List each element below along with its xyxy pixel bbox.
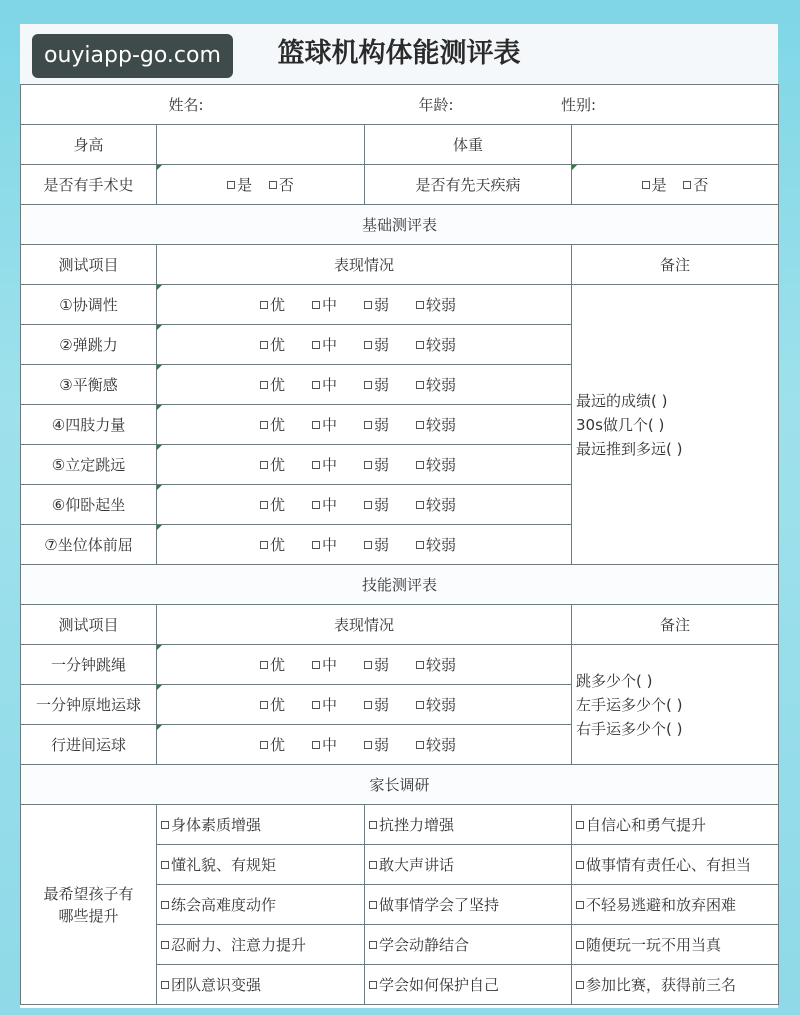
rating-label: 较弱 — [426, 376, 457, 394]
rating-checkbox-1[interactable] — [312, 334, 364, 355]
checkbox-icon — [260, 421, 268, 429]
rating-options — [157, 285, 572, 325]
parent-option-row — [21, 805, 779, 845]
basic-test-item: ③平衡感 — [21, 365, 157, 405]
rating-options — [157, 645, 572, 685]
congenital-yes-checkbox[interactable]: 是 — [642, 176, 667, 194]
height-field[interactable] — [157, 125, 365, 165]
rating-checkbox-3[interactable] — [416, 294, 468, 315]
rating-checkbox-0[interactable] — [260, 454, 312, 475]
rating-checkbox-2[interactable] — [364, 294, 416, 315]
checkbox-icon — [260, 461, 268, 469]
checkbox-icon — [312, 701, 320, 709]
rating-checkbox-1[interactable] — [312, 494, 364, 515]
rating-checkbox-3[interactable] — [416, 414, 468, 435]
parent-option-label: 做事情学会了坚持 — [379, 896, 500, 914]
rating-group — [260, 334, 468, 355]
checkbox-icon — [416, 501, 424, 509]
basic-test-item: ⑥仰卧起坐 — [21, 485, 157, 525]
parent-option-label: 不轻易逃避和放弃困难 — [586, 896, 737, 914]
parent-option[interactable] — [572, 805, 779, 845]
parent-option-label: 懂礼貌、有规矩 — [171, 856, 277, 874]
parent-option[interactable] — [157, 965, 365, 1005]
rating-label: 优 — [270, 736, 286, 754]
parent-option-label: 自信心和勇气提升 — [586, 816, 707, 834]
surgery-choice — [157, 165, 365, 205]
checkbox-icon — [312, 661, 320, 669]
basic-test-item: ④四肢力量 — [21, 405, 157, 445]
rating-label: 弱 — [374, 536, 390, 554]
rating-group — [260, 694, 468, 715]
rating-options — [157, 685, 572, 725]
parent-question: 最希望孩子有哪些提升 — [21, 805, 157, 1005]
rating-options — [157, 485, 572, 525]
parent-option[interactable] — [157, 885, 365, 925]
rating-label: 较弱 — [426, 456, 457, 474]
checkbox-icon — [161, 981, 169, 989]
rating-checkbox-1[interactable] — [312, 374, 364, 395]
rating-label: 优 — [270, 376, 286, 394]
surgery-yes-checkbox[interactable]: 是 — [227, 176, 252, 194]
parent-option-label: 抗挫力增强 — [379, 816, 455, 834]
checkbox-icon — [364, 501, 372, 509]
weight-label: 体重 — [365, 125, 572, 165]
rating-label: 中 — [322, 496, 338, 514]
rating-label: 中 — [322, 696, 338, 714]
rating-label: 弱 — [374, 296, 390, 314]
rating-checkbox-0[interactable] — [260, 494, 312, 515]
skill-test-row — [21, 645, 779, 685]
rating-group — [260, 374, 468, 395]
checkbox-icon — [161, 901, 169, 909]
checkbox-icon — [416, 301, 424, 309]
height-weight-row — [21, 125, 779, 165]
checkbox-icon — [369, 981, 377, 989]
basic-test-item: ⑤立定跳远 — [21, 445, 157, 485]
checkbox-icon — [416, 661, 424, 669]
checkbox-icon — [364, 661, 372, 669]
parent-option[interactable] — [365, 965, 572, 1005]
checkbox-icon — [369, 861, 377, 869]
parent-option[interactable] — [572, 925, 779, 965]
rating-label: 弱 — [374, 336, 390, 354]
rating-checkbox-3[interactable] — [416, 654, 468, 675]
weight-field[interactable] — [572, 125, 779, 165]
medical-history-row — [21, 165, 779, 205]
rating-checkbox-0[interactable] — [260, 654, 312, 675]
rating-label: 中 — [322, 336, 338, 354]
note-line: 最远的成绩( ) — [576, 391, 668, 410]
parent-option[interactable] — [572, 845, 779, 885]
assessment-sheet — [20, 24, 778, 1008]
rating-checkbox-3[interactable] — [416, 454, 468, 475]
checkbox-icon — [416, 701, 424, 709]
skill-col-note: 备注 — [572, 605, 779, 645]
rating-group — [260, 494, 468, 515]
basic-test-item: ⑦坐位体前屈 — [21, 525, 157, 565]
basic-test-row — [21, 285, 779, 325]
rating-checkbox-1[interactable] — [312, 454, 364, 475]
rating-checkbox-2[interactable] — [364, 374, 416, 395]
rating-label: 较弱 — [426, 536, 457, 554]
rating-checkbox-0[interactable] — [260, 414, 312, 435]
parent-option[interactable] — [365, 845, 572, 885]
rating-label: 弱 — [374, 736, 390, 754]
rating-label: 较弱 — [426, 416, 457, 434]
checkbox-icon — [312, 501, 320, 509]
watermark: ouyiapp-go.com — [32, 34, 233, 78]
parent-section-header — [21, 765, 779, 805]
rating-group — [260, 454, 468, 475]
skill-notes — [572, 645, 779, 765]
height-label: 身高 — [21, 125, 157, 165]
rating-checkbox-2[interactable] — [364, 654, 416, 675]
rating-options — [157, 525, 572, 565]
parent-option-label: 练会高难度动作 — [171, 896, 277, 914]
rating-checkbox-3[interactable] — [416, 694, 468, 715]
checkbox-icon — [364, 741, 372, 749]
parent-option-label: 学会如何保护自己 — [379, 976, 500, 994]
note-line: 30s做几个( ) — [576, 415, 665, 434]
rating-label: 较弱 — [426, 656, 457, 674]
assessment-table — [20, 84, 779, 1005]
checkbox-icon — [576, 821, 584, 829]
rating-label: 较弱 — [426, 696, 457, 714]
rating-checkbox-0[interactable] — [260, 534, 312, 555]
parent-option[interactable] — [365, 925, 572, 965]
rating-label: 弱 — [374, 456, 390, 474]
rating-label: 优 — [270, 416, 286, 434]
rating-checkbox-0[interactable] — [260, 374, 312, 395]
note-line: 左手运多少个( ) — [576, 695, 683, 714]
rating-checkbox-2[interactable] — [364, 334, 416, 355]
checkbox-icon — [369, 821, 377, 829]
checkbox-icon — [364, 541, 372, 549]
checkbox-icon — [576, 941, 584, 949]
rating-group — [260, 294, 468, 315]
rating-label: 中 — [322, 736, 338, 754]
checkbox-icon — [260, 541, 268, 549]
rating-checkbox-2[interactable] — [364, 454, 416, 475]
skill-test-item: 一分钟跳绳 — [21, 645, 157, 685]
checkbox-icon — [576, 901, 584, 909]
rating-checkbox-2[interactable] — [364, 534, 416, 555]
rating-group — [260, 414, 468, 435]
checkbox-icon — [416, 461, 424, 469]
gender-label: 性别: — [561, 96, 597, 114]
skill-column-headers — [21, 605, 779, 645]
parent-option-label: 参加比赛，获得前三名 — [586, 976, 737, 994]
skill-col-performance: 表现情况 — [157, 605, 572, 645]
rating-options — [157, 445, 572, 485]
congenital-label: 是否有先天疾病 — [365, 165, 572, 205]
parent-option-label: 敢大声讲话 — [379, 856, 455, 874]
checkbox-icon — [260, 741, 268, 749]
rating-checkbox-1[interactable] — [312, 414, 364, 435]
rating-checkbox-3[interactable] — [416, 374, 468, 395]
note-line: 最远推到多远( ) — [576, 439, 683, 458]
rating-label: 中 — [322, 656, 338, 674]
skill-test-item: 一分钟原地运球 — [21, 685, 157, 725]
checkbox-icon — [260, 341, 268, 349]
checkbox-icon — [576, 981, 584, 989]
rating-options — [157, 325, 572, 365]
rating-checkbox-0[interactable] — [260, 694, 312, 715]
rating-label: 优 — [270, 456, 286, 474]
checkbox-icon — [161, 861, 169, 869]
rating-options — [157, 365, 572, 405]
skill-section-header — [21, 565, 779, 605]
rating-label: 弱 — [374, 656, 390, 674]
rating-checkbox-3[interactable] — [416, 534, 468, 555]
congenital-choice — [572, 165, 779, 205]
rating-label: 优 — [270, 296, 286, 314]
rating-label: 优 — [270, 696, 286, 714]
basic-test-item: ①协调性 — [21, 285, 157, 325]
rating-label: 中 — [322, 536, 338, 554]
rating-checkbox-2[interactable] — [364, 494, 416, 515]
rating-checkbox-1[interactable] — [312, 694, 364, 715]
rating-group — [260, 534, 468, 555]
name-label: 姓名: — [168, 96, 204, 114]
parent-option-label: 忍耐力、注意力提升 — [171, 936, 307, 954]
parent-option[interactable] — [572, 965, 779, 1005]
congenital-no-checkbox[interactable]: 否 — [683, 176, 708, 194]
checkbox-icon — [364, 461, 372, 469]
basic-col-performance: 表现情况 — [157, 245, 572, 285]
basic-notes — [572, 285, 779, 565]
rating-label: 中 — [322, 416, 338, 434]
rating-checkbox-2[interactable] — [364, 694, 416, 715]
checkbox-icon — [364, 301, 372, 309]
rating-group — [260, 654, 468, 675]
rating-checkbox-3[interactable] — [416, 494, 468, 515]
rating-checkbox-0[interactable] — [260, 334, 312, 355]
note-line: 跳多少个( ) — [576, 671, 653, 690]
checkbox-icon — [312, 541, 320, 549]
parent-option[interactable] — [157, 805, 365, 845]
surgery-no-checkbox[interactable]: 否 — [269, 176, 294, 194]
checkbox-icon — [312, 381, 320, 389]
checkbox-icon — [369, 941, 377, 949]
checkbox-icon — [364, 701, 372, 709]
rating-options — [157, 725, 572, 765]
parent-section-title: 家长调研 — [21, 765, 779, 805]
basic-test-item: ②弹跳力 — [21, 325, 157, 365]
checkbox-icon — [260, 661, 268, 669]
rating-label: 弱 — [374, 696, 390, 714]
checkbox-icon — [576, 861, 584, 869]
checkbox-icon — [260, 381, 268, 389]
rating-checkbox-3[interactable] — [416, 334, 468, 355]
basic-col-item: 测试项目 — [21, 245, 157, 285]
checkbox-icon — [260, 501, 268, 509]
checkbox-icon — [312, 461, 320, 469]
rating-checkbox-0[interactable] — [260, 294, 312, 315]
checkbox-icon — [416, 341, 424, 349]
parent-option-label: 做事情有责任心、有担当 — [586, 856, 752, 874]
rating-checkbox-2[interactable] — [364, 734, 416, 755]
parent-option-label: 学会动静结合 — [379, 936, 470, 954]
rating-label: 优 — [270, 496, 286, 514]
parent-option[interactable] — [572, 885, 779, 925]
rating-checkbox-2[interactable] — [364, 414, 416, 435]
skill-col-item: 测试项目 — [21, 605, 157, 645]
checkbox-icon — [312, 341, 320, 349]
checkbox-icon — [161, 821, 169, 829]
note-line: 右手运多少个( ) — [576, 719, 683, 738]
rating-checkbox-1[interactable] — [312, 294, 364, 315]
rating-group — [260, 734, 468, 755]
basic-column-headers — [21, 245, 779, 285]
basic-col-note: 备注 — [572, 245, 779, 285]
skill-section-title: 技能测评表 — [21, 565, 779, 605]
page-title: 篮球机构体能测评表 — [20, 24, 778, 84]
rating-label: 中 — [322, 456, 338, 474]
checkbox-icon — [369, 901, 377, 909]
checkbox-icon — [416, 741, 424, 749]
rating-label: 较弱 — [426, 296, 457, 314]
checkbox-icon — [312, 421, 320, 429]
parent-option[interactable] — [157, 845, 365, 885]
parent-option[interactable] — [157, 925, 365, 965]
checkbox-icon — [364, 341, 372, 349]
rating-label: 较弱 — [426, 736, 457, 754]
rating-options — [157, 405, 572, 445]
checkbox-icon — [416, 541, 424, 549]
checkbox-icon — [416, 421, 424, 429]
skill-test-item: 行进间运球 — [21, 725, 157, 765]
checkbox-icon — [161, 941, 169, 949]
parent-option-label: 身体素质增强 — [171, 816, 262, 834]
rating-label: 中 — [322, 296, 338, 314]
rating-checkbox-1[interactable] — [312, 534, 364, 555]
parent-option-label: 随便玩一玩不用当真 — [586, 936, 722, 954]
parent-option[interactable] — [365, 805, 572, 845]
checkbox-icon — [260, 301, 268, 309]
rating-checkbox-3[interactable] — [416, 734, 468, 755]
checkbox-icon — [312, 301, 320, 309]
checkbox-icon — [416, 381, 424, 389]
parent-option[interactable] — [365, 885, 572, 925]
rating-label: 较弱 — [426, 336, 457, 354]
basic-section-title: 基础测评表 — [21, 205, 779, 245]
age-label: 年龄: — [418, 96, 454, 114]
rating-label: 弱 — [374, 496, 390, 514]
rating-label: 优 — [270, 336, 286, 354]
basic-section-header — [21, 205, 779, 245]
checkbox-icon — [364, 381, 372, 389]
rating-checkbox-1[interactable] — [312, 654, 364, 675]
rating-checkbox-1[interactable] — [312, 734, 364, 755]
checkbox-icon — [260, 701, 268, 709]
rating-label: 优 — [270, 536, 286, 554]
surgery-label: 是否有手术史 — [21, 165, 157, 205]
rating-label: 较弱 — [426, 496, 457, 514]
personal-info-row — [21, 85, 779, 125]
checkbox-icon — [312, 741, 320, 749]
parent-option-label: 团队意识变强 — [171, 976, 262, 994]
rating-label: 弱 — [374, 416, 390, 434]
rating-label: 弱 — [374, 376, 390, 394]
rating-checkbox-0[interactable] — [260, 734, 312, 755]
rating-label: 中 — [322, 376, 338, 394]
checkbox-icon — [364, 421, 372, 429]
rating-label: 优 — [270, 656, 286, 674]
